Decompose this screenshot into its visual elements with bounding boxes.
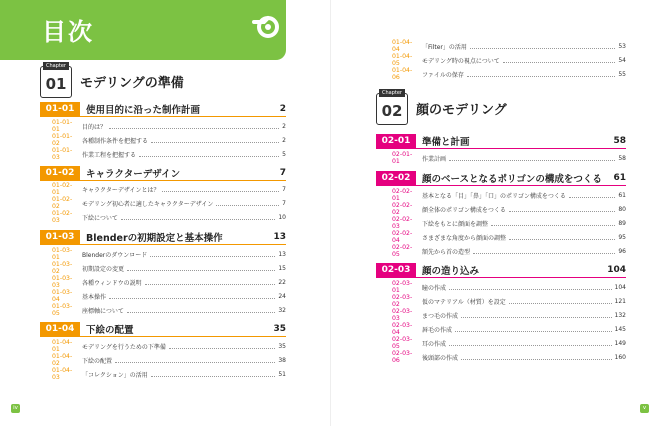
entry-page: 5 — [282, 150, 286, 158]
leader-dots — [449, 155, 615, 161]
section-number: 01-01 — [40, 102, 80, 116]
entry-number: 02-03-02 — [392, 294, 413, 308]
entry-number: 01-02-03 — [52, 210, 73, 224]
entry-number: 01-03-02 — [52, 261, 73, 275]
section-page: 13 — [273, 232, 286, 242]
entry-title: 基本操作 — [82, 293, 107, 301]
toc-entry[interactable] — [52, 305, 286, 315]
leader-dots — [162, 186, 279, 192]
leader-dots — [145, 279, 276, 285]
leader-dots — [461, 354, 612, 360]
entry-number: 01-03-01 — [52, 247, 73, 261]
section-number: 01-03 — [40, 230, 80, 244]
leader-dots — [109, 293, 275, 299]
entry-title: 耳の作成 — [422, 340, 447, 348]
section-page: 58 — [613, 136, 626, 146]
entry-title: 作業計画 — [422, 155, 447, 163]
entry-page: 95 — [618, 233, 626, 241]
entry-title: 下絵の配置 — [82, 357, 113, 365]
entry-page: 89 — [618, 219, 626, 227]
page-spine — [330, 0, 331, 426]
leader-dots — [151, 137, 279, 143]
entry-title: まつ毛の作成 — [422, 312, 459, 320]
entry-page: 15 — [278, 264, 286, 272]
entry-number: 02-03-03 — [392, 308, 413, 322]
entry-page: 80 — [618, 205, 626, 213]
chapter-label: Chapter — [379, 89, 405, 97]
section-title: Blenderの初期設定と基本操作 — [86, 233, 223, 244]
toc-entry[interactable] — [52, 121, 286, 131]
toc-header — [0, 0, 286, 60]
section-number: 01-04 — [40, 322, 80, 336]
entry-page: 160 — [614, 353, 626, 361]
toc-entry[interactable] — [52, 277, 286, 287]
entry-number: 02-03-04 — [392, 322, 413, 336]
entry-title: 額先から首の造型 — [422, 248, 471, 256]
entry-title: 顔全体のポリゴン構成をつくる — [422, 206, 506, 214]
leader-dots — [509, 234, 615, 240]
entry-number: 02-01-01 — [392, 151, 413, 165]
toc-entry[interactable] — [392, 41, 626, 51]
leader-dots — [216, 200, 279, 206]
entry-number: 01-04-06 — [392, 67, 413, 81]
section-page: 61 — [613, 173, 626, 183]
entry-page: 55 — [618, 70, 626, 78]
entry-number: 01-01-01 — [52, 119, 73, 133]
section-number: 02-03 — [376, 263, 416, 277]
leader-dots — [473, 248, 615, 254]
leader-dots — [509, 298, 612, 304]
entry-number: 01-04-05 — [392, 53, 413, 67]
section-01-04[interactable] — [40, 322, 286, 337]
entry-title: 下絵について — [82, 214, 118, 222]
leader-dots — [151, 371, 276, 377]
entry-page: 61 — [618, 191, 626, 199]
entry-page: 53 — [618, 42, 626, 50]
entry-page: 13 — [278, 250, 286, 258]
entry-page: 38 — [278, 356, 286, 364]
toc-entry[interactable] — [52, 263, 286, 273]
leader-dots — [455, 326, 612, 332]
section-page: 7 — [279, 168, 286, 178]
entry-page: 132 — [614, 311, 626, 319]
entry-page: 7 — [282, 199, 286, 207]
chapter-title: 顔のモデリング — [416, 103, 507, 118]
section-title: 準備と計画 — [422, 137, 470, 148]
entry-title: モデリングを行うための下準備 — [82, 343, 166, 351]
entry-title: ファイルの保存 — [422, 71, 464, 79]
entry-page: 54 — [618, 56, 626, 64]
entry-number: 01-04-04 — [392, 39, 413, 53]
entry-page: 7 — [282, 185, 286, 193]
entry-page: 121 — [614, 297, 626, 305]
entry-number: 01-03-03 — [52, 275, 73, 289]
toc-entry[interactable] — [392, 296, 626, 306]
section-title: キャラクターデザイン — [86, 169, 181, 180]
toc-entry[interactable] — [392, 352, 626, 362]
chapter-label: Chapter — [43, 62, 69, 70]
entry-number: 02-03-01 — [392, 280, 413, 294]
entry-number: 01-04-02 — [52, 353, 73, 367]
entry-title: 作業工程を把握する — [82, 151, 137, 159]
leader-dots — [449, 284, 612, 290]
entry-title: 基本となる「目」「鼻」「口」のポリゴン構成をつくる — [422, 192, 566, 200]
entry-page: 2 — [282, 136, 286, 144]
leader-dots — [470, 43, 615, 49]
entry-page: 104 — [614, 283, 626, 291]
entry-page: 2 — [282, 122, 286, 130]
toc-entry[interactable] — [392, 204, 626, 214]
entry-title: 各種制作条件を把握する — [82, 137, 149, 145]
entry-number: 02-02-05 — [392, 244, 413, 258]
chapter-number: 01 — [45, 75, 67, 93]
toc-entry[interactable] — [52, 355, 286, 365]
leader-dots — [139, 151, 279, 157]
entry-number: 01-02-01 — [52, 182, 73, 196]
toc-entry[interactable] — [392, 69, 626, 79]
entry-title: 目的は？ — [82, 123, 107, 131]
entry-title: 座標軸について — [82, 307, 124, 315]
leader-dots — [461, 312, 612, 318]
entry-title: キャラクターデザインとは？ — [82, 186, 160, 194]
entry-page: 32 — [278, 306, 286, 314]
toc-entry[interactable] — [392, 55, 626, 65]
leader-dots — [503, 57, 616, 63]
toc-entry[interactable] — [52, 369, 286, 379]
entry-number: 01-04-03 — [52, 367, 73, 381]
entry-title: 後頭部の作成 — [422, 354, 459, 362]
leader-dots — [569, 192, 615, 198]
section-number: 01-02 — [40, 166, 80, 180]
section-page: 2 — [279, 104, 286, 114]
entry-title: 瞳の作成 — [422, 284, 447, 292]
leader-dots — [127, 307, 275, 313]
entry-page: 96 — [618, 247, 626, 255]
entry-page: 58 — [618, 154, 626, 162]
entry-page: 24 — [278, 292, 286, 300]
entry-title: 仮のマテリアル（材質）を設定 — [422, 298, 506, 306]
entry-number: 02-03-06 — [392, 350, 413, 364]
entry-number: 01-01-03 — [52, 147, 73, 161]
entry-page: 51 — [278, 370, 286, 378]
entry-number: 01-02-02 — [52, 196, 73, 210]
chapter-badge — [40, 63, 72, 98]
entry-title: Blenderのダウンロード — [82, 251, 148, 259]
entry-number: 02-02-01 — [392, 188, 413, 202]
entry-title: さまざまな角度から顔面の調整 — [422, 234, 507, 242]
toc-entry[interactable] — [52, 291, 286, 301]
entry-page: 35 — [278, 342, 286, 350]
chapter-number: 02 — [381, 102, 403, 120]
entry-number: 02-02-02 — [392, 202, 413, 216]
toc-entry[interactable] — [52, 249, 286, 259]
entry-number: 02-02-03 — [392, 216, 413, 230]
chapter-01-heading — [40, 63, 184, 98]
toc-entry[interactable] — [392, 246, 626, 256]
leader-dots — [467, 71, 615, 77]
entry-title: 「Filter」の活用 — [422, 43, 467, 51]
toc-entry[interactable] — [52, 212, 286, 222]
entry-page: 10 — [278, 213, 286, 221]
chapter-badge — [376, 90, 408, 125]
leader-dots — [109, 123, 279, 129]
section-number: 02-02 — [376, 171, 416, 185]
section-title: 下絵の配置 — [86, 325, 134, 336]
entry-title: 唇毛の作成 — [422, 326, 453, 334]
chapter-title: モデリングの準備 — [80, 76, 184, 91]
entry-title: 「コレクション」の活用 — [82, 371, 148, 379]
section-02-03[interactable] — [376, 263, 626, 278]
toc-entry[interactable] — [392, 338, 626, 348]
toc-entry[interactable] — [392, 218, 626, 228]
entry-title: モデリング時の視点について — [422, 57, 500, 65]
toc-entry[interactable] — [392, 282, 626, 292]
entry-title: 各種ウィンドウの説明 — [82, 279, 142, 287]
toc-entry[interactable] — [52, 149, 286, 159]
leader-dots — [115, 357, 275, 363]
section-page: 104 — [607, 265, 626, 275]
entry-page: 149 — [614, 339, 626, 347]
toc-entry[interactable] — [392, 310, 626, 320]
section-01-01[interactable] — [40, 102, 286, 117]
entry-title: モデリング初心者に適したキャラクターデザイン — [82, 200, 214, 208]
leader-dots — [509, 206, 615, 212]
section-02-01[interactable] — [376, 134, 626, 149]
leader-dots — [150, 251, 275, 257]
section-01-03[interactable] — [40, 230, 286, 245]
entry-page: 22 — [278, 278, 286, 286]
leader-dots — [491, 220, 615, 226]
section-01-02[interactable] — [40, 166, 286, 181]
entry-page: 145 — [614, 325, 626, 333]
blender-logo-icon — [250, 10, 282, 42]
chapter-02-heading — [376, 90, 507, 125]
leader-dots — [449, 340, 612, 346]
page-number-left: iv — [11, 404, 20, 413]
entry-number: 02-02-04 — [392, 230, 413, 244]
toc-entry[interactable] — [392, 153, 626, 163]
entry-title: 初期設定の変更 — [82, 265, 125, 273]
leader-dots — [121, 214, 275, 220]
page-number-right: v — [640, 404, 649, 413]
toc-entry[interactable] — [392, 190, 626, 200]
toc-entry[interactable] — [52, 341, 286, 351]
section-title: 顔の造り込み — [422, 266, 480, 277]
toc-entry[interactable] — [392, 232, 626, 242]
entry-title: 下絵をもとに顔面を調整 — [422, 220, 489, 228]
leader-dots — [169, 343, 275, 349]
entry-number: 01-03-05 — [52, 303, 73, 317]
toc-entry[interactable] — [52, 198, 286, 208]
section-title: 顔のベースとなるポリゴンの構成をつくる — [422, 174, 602, 185]
entry-number: 01-04-01 — [52, 339, 73, 353]
entry-number: 01-03-04 — [52, 289, 73, 303]
toc-title: 目次 — [42, 18, 94, 46]
toc-entry[interactable] — [392, 324, 626, 334]
toc-entry[interactable] — [52, 135, 286, 145]
toc-entry[interactable] — [52, 184, 286, 194]
leader-dots — [127, 265, 275, 271]
section-02-02[interactable] — [376, 171, 626, 186]
section-page: 35 — [273, 324, 286, 334]
entry-number: 01-01-02 — [52, 133, 73, 147]
section-number: 02-01 — [376, 134, 416, 148]
entry-number: 02-03-05 — [392, 336, 413, 350]
section-title: 使用目的に沿った制作計画 — [86, 105, 201, 116]
